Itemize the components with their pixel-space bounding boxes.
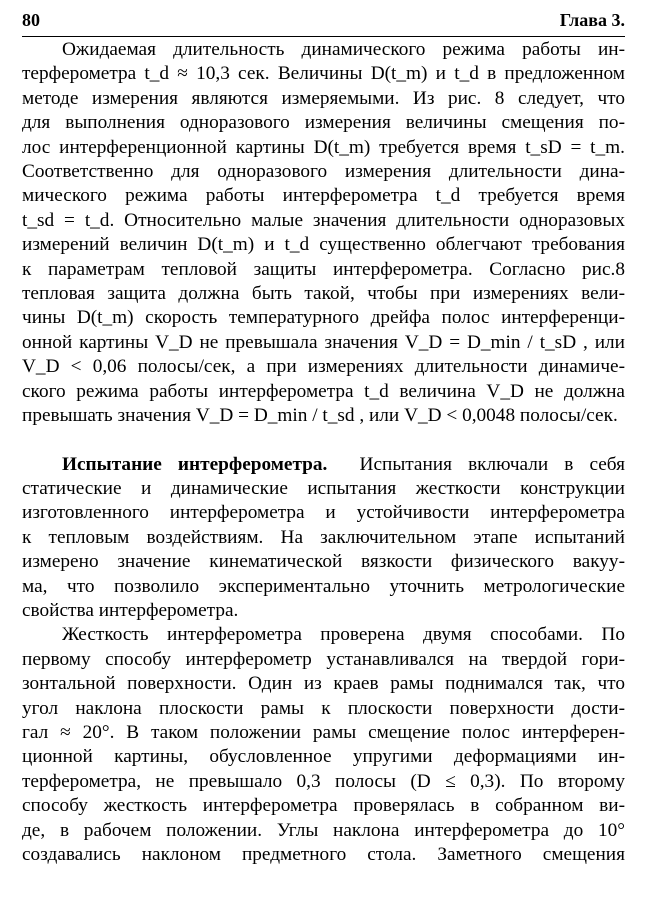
paragraph-gap bbox=[22, 429, 625, 453]
text-line: ма, что позволило экспериментально уточнить метрологические bbox=[22, 575, 625, 597]
text-line: тепловая защита должна быть такой, чтобы при измерениях вели- bbox=[22, 283, 625, 305]
text-line: зонтальной поверхности. Один из краев рамы поднимался так, что bbox=[22, 673, 625, 695]
chapter-title: Глава 3. bbox=[559, 10, 625, 30]
section-heading: Испытание интерферометра. bbox=[62, 453, 328, 475]
text-line: терферометра, не превышало 0,3 полосы (D ≤ 0,3). По второму bbox=[22, 770, 625, 792]
text-line: статические и динамические испытания жесткости конструкции bbox=[22, 477, 625, 499]
text-line: Ожидаемая длительность динамического режима работы ин- bbox=[62, 39, 625, 60]
text-line: Жесткость интерферометра проверена двумя способами. По bbox=[62, 624, 625, 646]
text-line: t_sd = t_d. Относительно малые значения длительности одноразовых bbox=[22, 209, 625, 231]
text-line: Соответственно для одноразового измерения длительности дина- bbox=[22, 161, 625, 183]
text-line bbox=[22, 453, 625, 477]
running-header bbox=[22, 10, 625, 37]
text-line: терферометра t_d ≈ 10,3 сек. Величины D(t_m) и t_d в предложенном bbox=[22, 63, 625, 85]
text-line: угол наклона плоскости рамы к плоскости поверхности дости- bbox=[22, 697, 625, 719]
text-line: превышать значения V_D = D_min / t_sd , или V_D < 0,0048 полосы/сек. bbox=[22, 405, 618, 427]
text-line: к тепловым воздействиям. На заключительном этапе испытаний bbox=[22, 526, 625, 548]
text-line: первому способу интерферометр устанавливался на твердой гори- bbox=[22, 648, 625, 670]
text-line: гал ≈ 20°. В таком положении рамы смещение полос интерферен- bbox=[22, 721, 625, 743]
text-line: V_D < 0,06 полосы/сек, а при измерениях длительности динамиче- bbox=[22, 356, 625, 378]
text-line: измерений величин D(t_m) и t_d существенно облегчают требования bbox=[22, 234, 625, 256]
text-line: ского режима работы интерферометра t_d величина V_D не должна bbox=[22, 380, 625, 402]
text-line: измерено значение кинематической вязкости физического вакуу- bbox=[22, 551, 625, 573]
paragraph-thermal-protection bbox=[22, 38, 625, 429]
text-line: де, в рабочем положении. Углы наклона интерферометра до 10° bbox=[22, 819, 625, 841]
text-run: Испытания включали в себя bbox=[359, 453, 625, 475]
text-line: для выполнения одноразового измерения величины смещения по- bbox=[22, 112, 625, 134]
text-line: свойства интерферометра. bbox=[22, 599, 239, 621]
text-line: изготовленного интерферометра и устойчивости интерферометра bbox=[22, 502, 625, 524]
text-line: чины D(t_m) скорость температурного дрейфа полос интерференци- bbox=[22, 307, 625, 329]
body-text bbox=[22, 38, 625, 867]
paragraph-testing bbox=[22, 453, 625, 624]
text-line: ционной картины, обусловленное упругими деформациями ин- bbox=[22, 746, 625, 768]
text-line: к параметрам тепловой защиты интерферометра. Согласно рис.8 bbox=[22, 258, 625, 280]
text-line: онной картины V_D не превышала значения V_D = D_min / t_sD , или bbox=[22, 331, 625, 353]
page-number: 80 bbox=[22, 10, 40, 30]
text-line: мического режима работы интерферометра t_d требуется время bbox=[22, 185, 625, 207]
text-line: методе измерения являются измеряемыми. Из рис. 8 следует, что bbox=[22, 87, 625, 109]
text-line: создавались наклоном предметного стола. Заметного смещения bbox=[22, 844, 625, 865]
text-line: лос интерференционной картины D(t_m) требуется время t_sD = t_m. bbox=[22, 136, 625, 158]
paragraph-rigidity bbox=[22, 623, 625, 867]
text-line: способу жесткость интерферометра проверялась в собранном ви- bbox=[22, 795, 625, 817]
